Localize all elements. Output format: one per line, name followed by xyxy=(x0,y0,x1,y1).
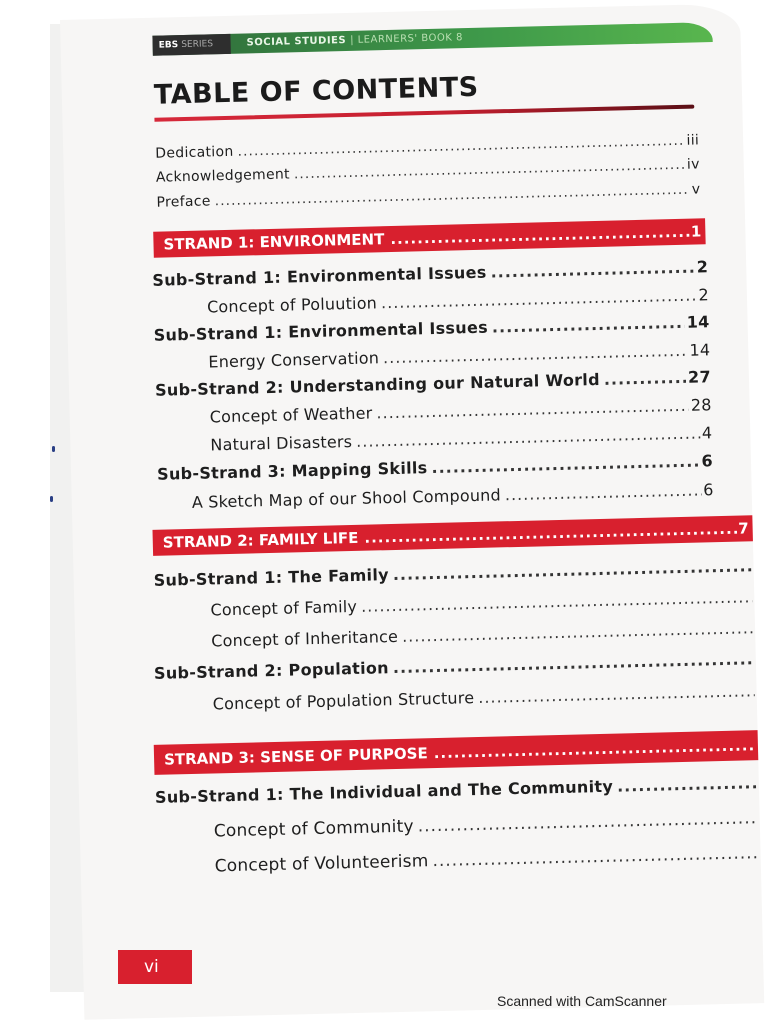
dot-leader xyxy=(214,182,689,210)
dot-leader xyxy=(490,258,695,282)
toc-entry-dedication[interactable] xyxy=(155,132,699,161)
scan-speck xyxy=(50,496,53,502)
entry-page: 6 xyxy=(703,480,714,500)
entry-page: 4 xyxy=(701,423,713,443)
dot-leader xyxy=(402,618,753,646)
dot-leader xyxy=(617,773,757,795)
series-label: EBS SERIES xyxy=(152,34,230,56)
dot-leader xyxy=(604,368,687,389)
entry-page: 6 xyxy=(701,451,714,471)
dot-leader xyxy=(381,286,697,313)
dot-leader xyxy=(431,452,699,478)
entry-label: Sub-Strand 1: The Individual and The Community xyxy=(154,776,614,807)
toc-entry[interactable] xyxy=(211,618,755,650)
entry-page: 14 xyxy=(689,340,711,360)
toc-entry-acknowledgement[interactable] xyxy=(156,156,700,185)
dot-leader xyxy=(361,587,753,616)
dot-leader xyxy=(376,396,689,423)
toc-entry[interactable] xyxy=(157,451,713,484)
entry-page: 14 xyxy=(686,312,710,332)
entry-page: v xyxy=(691,181,701,198)
toc-entry[interactable] xyxy=(210,587,754,619)
scan-speck xyxy=(52,446,55,452)
entry-page: iv xyxy=(686,156,700,173)
entry-label: Natural Disasters xyxy=(210,431,353,455)
entry-label: Concept of Family xyxy=(210,596,358,620)
toc-entry[interactable] xyxy=(207,285,709,316)
toc-entry[interactable] xyxy=(213,681,757,713)
dot-leader xyxy=(492,313,685,337)
toc-entry[interactable] xyxy=(214,808,760,841)
entry-label: Sub-Strand 1: The Family xyxy=(153,565,390,590)
entry-label: Acknowledgement xyxy=(155,166,291,186)
entry-label: Sub-Strand 1: Environmental Issues xyxy=(153,317,489,345)
entry-label: Sub-Strand 1: Environmental Issues xyxy=(152,262,487,290)
entry-page: 27 xyxy=(687,367,712,387)
toc-entry[interactable] xyxy=(214,843,760,876)
entry-label: Energy Conservation xyxy=(208,348,380,372)
entry-page: 2 xyxy=(696,257,709,277)
entry-label: Concept of Community xyxy=(213,816,414,842)
dot-leader xyxy=(393,649,754,677)
entry-label: Concept of Volunteerism xyxy=(214,851,429,877)
entry-label: Sub-Strand 3: Mapping Skills xyxy=(156,458,428,484)
strand-2-banner[interactable] xyxy=(152,515,752,556)
book-page xyxy=(60,3,764,1019)
toc-entry[interactable] xyxy=(155,773,759,807)
strand-label: STRAND 1: ENVIRONMENT xyxy=(163,230,385,254)
entry-label: A Sketch Map of our Shool Compound xyxy=(191,485,502,512)
strand-3-banner[interactable] xyxy=(154,730,759,775)
strand-page: 7 xyxy=(737,519,749,538)
dot-leader xyxy=(434,736,755,762)
toc-entry[interactable] xyxy=(210,395,712,426)
toc-entry[interactable] xyxy=(153,556,753,590)
dot-leader xyxy=(393,556,752,584)
toc-entry[interactable] xyxy=(152,257,708,290)
dot-leader xyxy=(390,223,691,248)
entry-label: Dedication xyxy=(155,143,234,162)
page-title: TABLE OF CONTENTS xyxy=(153,71,479,111)
book-title: SOCIAL STUDIES | LEARNERS' BOOK 8 xyxy=(246,32,464,49)
page-number-badge: vi xyxy=(118,950,192,984)
scanner-watermark: Scanned with CamScanner xyxy=(497,993,667,1009)
entry-label: Concept of Inheritance xyxy=(210,626,399,651)
strand-label: STRAND 3: SENSE OF PURPOSE xyxy=(163,744,428,769)
toc-entry[interactable] xyxy=(208,340,710,371)
toc-entry[interactable] xyxy=(192,480,714,512)
toc-entry[interactable] xyxy=(210,423,712,454)
dot-leader xyxy=(432,843,759,871)
strand-label: STRAND 2: FAMILY LIFE xyxy=(162,528,359,552)
toc-entry[interactable] xyxy=(155,367,711,400)
toc-entry[interactable] xyxy=(154,649,756,683)
dot-leader xyxy=(237,133,684,160)
entry-page: 2 xyxy=(698,285,710,305)
dot-leader xyxy=(417,808,757,836)
dot-leader xyxy=(356,423,700,450)
entry-label: Concept of Poluution xyxy=(206,293,378,317)
toc-entry[interactable] xyxy=(153,312,709,345)
entry-label: Sub-Strand 2: Population xyxy=(153,658,390,683)
dot-leader xyxy=(294,157,685,183)
strand-1-banner[interactable] xyxy=(153,218,705,257)
strand-page: 1 xyxy=(690,222,702,241)
entry-label: Concept of Population Structure xyxy=(212,688,475,714)
dot-leader xyxy=(505,480,702,504)
entry-label: Preface xyxy=(156,193,211,211)
entry-page: 28 xyxy=(690,395,712,415)
entry-label: Concept of Weather xyxy=(209,403,373,427)
dot-leader xyxy=(383,341,688,367)
entry-label: Sub-Strand 2: Understanding our Natural World xyxy=(154,369,601,400)
toc-entry-preface[interactable] xyxy=(156,181,700,210)
dot-leader xyxy=(364,520,738,547)
dot-leader xyxy=(478,681,755,707)
entry-page: iii xyxy=(686,132,700,149)
